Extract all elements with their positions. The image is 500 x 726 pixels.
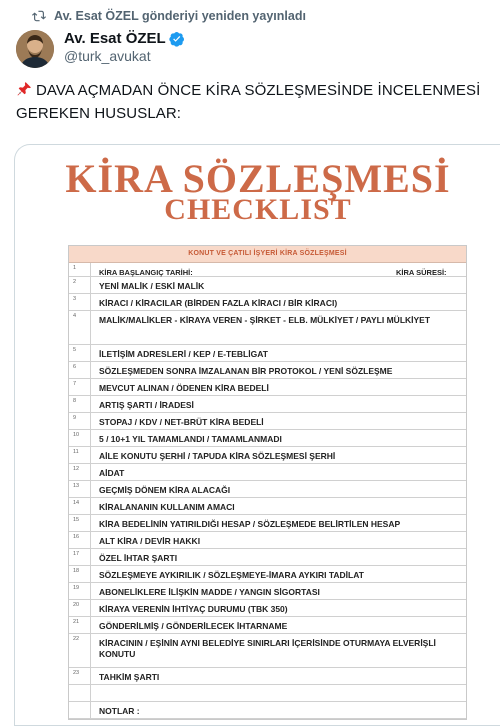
checklist-row [69, 532, 466, 549]
checklist-table [68, 245, 467, 720]
row-label: KİRACININ / EŞİNİN AYNI BELEDİYE SINIRLARI İÇERİSİNDE OTURMAYA ELVERİŞLİ KONUTU [99, 638, 436, 659]
pushpin-icon [16, 81, 32, 103]
row-text [91, 379, 466, 395]
row-number [69, 685, 91, 701]
row-text [91, 498, 466, 514]
row-label: GÖNDERİLMİŞ / GÖNDERİLECEK İHTARNAME [99, 621, 288, 631]
row-text [91, 532, 466, 548]
checklist-row [69, 362, 466, 379]
row-text [91, 702, 466, 718]
row-text [91, 277, 466, 293]
row-label: STOPAJ / KDV / NET-BRÜT KİRA BEDELİ [99, 417, 264, 427]
checklist-row [69, 311, 466, 345]
repost-text: Av. Esat ÖZEL gönderiyi yeniden yayınladı [54, 9, 306, 23]
checklist-subtitle: CHECKLIST [164, 193, 352, 226]
checklist-row [69, 566, 466, 583]
author-handle[interactable]: @turk_avukat [64, 48, 151, 64]
checklist-row [69, 379, 466, 396]
row-number: 18 [69, 566, 91, 582]
row-label: KİRA BEDELİNİN YATIRILDIĞI HESAP / SÖZLEŞMEDE BELİRTİLEN HESAP [99, 519, 401, 529]
row-label: NOTLAR : [99, 706, 140, 716]
row-number: 3 [69, 294, 91, 310]
row-number: 10 [69, 430, 91, 446]
row-text [91, 447, 466, 463]
checklist-row [69, 668, 466, 685]
row-number: 5 [69, 345, 91, 361]
checklist-row [69, 277, 466, 294]
row-number: 11 [69, 447, 91, 463]
row-number: 17 [69, 549, 91, 565]
row-right-label: KİRA SÜRESİ: [396, 268, 447, 277]
row-number: 15 [69, 515, 91, 531]
avatar[interactable] [16, 30, 54, 68]
row-label: ALT KİRA / DEVİR HAKKI [99, 536, 201, 546]
checklist-row [69, 685, 466, 702]
row-number: 1 [69, 263, 91, 276]
repost-indicator[interactable] [32, 9, 306, 23]
row-label: KİRA BAŞLANGIÇ TARİHİ: [99, 268, 193, 277]
tweet-image[interactable] [14, 144, 500, 726]
row-label: MEVCUT ALINAN / ÖDENEN KİRA BEDELİ [99, 383, 269, 393]
checklist-row [69, 447, 466, 464]
checklist-row [69, 600, 466, 617]
row-text [91, 345, 466, 361]
row-label: KİRAYA VERENİN İHTİYAÇ DURUMU (TBK 350) [99, 604, 288, 614]
checklist-header: KONUT VE ÇATILI İŞYERİ KİRA SÖZLEŞMESİ [69, 246, 466, 263]
verified-badge-icon [169, 31, 185, 47]
row-text [91, 583, 466, 599]
row-number: 12 [69, 464, 91, 480]
tweet-author[interactable] [16, 30, 185, 68]
checklist-row [69, 634, 466, 668]
row-number: 20 [69, 600, 91, 616]
row-label: SÖZLEŞMEDEN SONRA İMZALANAN BİR PROTOKOL / YENİ SÖZLEŞME [99, 366, 393, 376]
row-text [91, 634, 466, 667]
row-label: ÖZEL İHTAR ŞARTI [99, 553, 178, 563]
row-label: AİDAT [99, 468, 125, 478]
checklist-row [69, 617, 466, 634]
row-number: 8 [69, 396, 91, 412]
row-text [91, 362, 466, 378]
row-text [91, 515, 466, 531]
row-text [91, 481, 466, 497]
tweet-body: DAVA AÇMADAN ÖNCE KİRA SÖZLEŞMESİNDE İNCELENMESİ GEREKEN HUSUSLAR: [16, 82, 481, 122]
row-number: 4 [69, 311, 91, 344]
row-text [91, 464, 466, 480]
checklist-row [69, 413, 466, 430]
row-number: 23 [69, 668, 91, 684]
row-number: 6 [69, 362, 91, 378]
row-text [91, 413, 466, 429]
row-number: 14 [69, 498, 91, 514]
row-text [91, 566, 466, 582]
author-name[interactable]: Av. Esat ÖZEL [64, 30, 166, 47]
row-text [91, 549, 466, 565]
row-label: KİRACI / KİRACILAR (BİRDEN FAZLA KİRACI / BİR KİRACI) [99, 298, 338, 308]
row-label: ARTIŞ ŞARTI / İRADESİ [99, 400, 194, 410]
row-number: 22 [69, 634, 91, 667]
row-text [91, 600, 466, 616]
row-label: TAHKİM ŞARTI [99, 672, 160, 682]
row-label: İLETİŞİM ADRESLERİ / KEP / E-TEBLİGAT [99, 349, 268, 359]
row-number [69, 702, 91, 718]
tweet-text [16, 80, 486, 124]
checklist-row [69, 481, 466, 498]
row-label: SÖZLEŞMEYE AYKIRILIK / SÖZLEŞMEYE-İMARA AYKIRI TADİLAT [99, 570, 364, 580]
row-number: 13 [69, 481, 91, 497]
checklist-row [69, 263, 466, 277]
row-number: 21 [69, 617, 91, 633]
row-text [91, 294, 466, 310]
checklist-row [69, 515, 466, 532]
row-label: GEÇMİŞ DÖNEM KİRA ALACAĞI [99, 485, 231, 495]
row-label: KİRALANANIN KULLANIM AMACI [99, 502, 235, 512]
row-text [91, 685, 466, 701]
row-text [91, 430, 466, 446]
row-text [91, 396, 466, 412]
row-text [91, 617, 466, 633]
checklist-row [69, 583, 466, 600]
checklist-row [69, 549, 466, 566]
checklist-row [69, 345, 466, 362]
row-label: MALİK/MALİKLER - KİRAYA VEREN - ŞİRKET - ELB. MÜLKİYET / PAYLI MÜLKİYET [99, 315, 431, 325]
checklist-row [69, 464, 466, 481]
repost-icon [32, 10, 46, 22]
checklist-title: KİRA SÖZLEŞMESİ [65, 156, 451, 201]
checklist-row [69, 430, 466, 447]
row-label: 5 / 10+1 YIL TAMAMLANDI / TAMAMLANMADI [99, 434, 282, 444]
row-text [91, 311, 466, 344]
checklist-row [69, 294, 466, 311]
row-text [91, 263, 466, 276]
row-number: 9 [69, 413, 91, 429]
row-number: 16 [69, 532, 91, 548]
row-number: 19 [69, 583, 91, 599]
checklist-row [69, 498, 466, 515]
row-label: AİLE KONUTU ŞERHİ / TAPUDA KİRA SÖZLEŞMESİ ŞERHİ [99, 451, 336, 461]
checklist-row [69, 396, 466, 413]
row-number: 7 [69, 379, 91, 395]
row-number: 2 [69, 277, 91, 293]
row-text [91, 668, 466, 684]
row-label: YENİ MALİK / ESKİ MALİK [99, 281, 205, 291]
row-label: ABONELİKLERE İLİŞKİN MADDE / YANGIN SİGORTASI [99, 587, 320, 597]
